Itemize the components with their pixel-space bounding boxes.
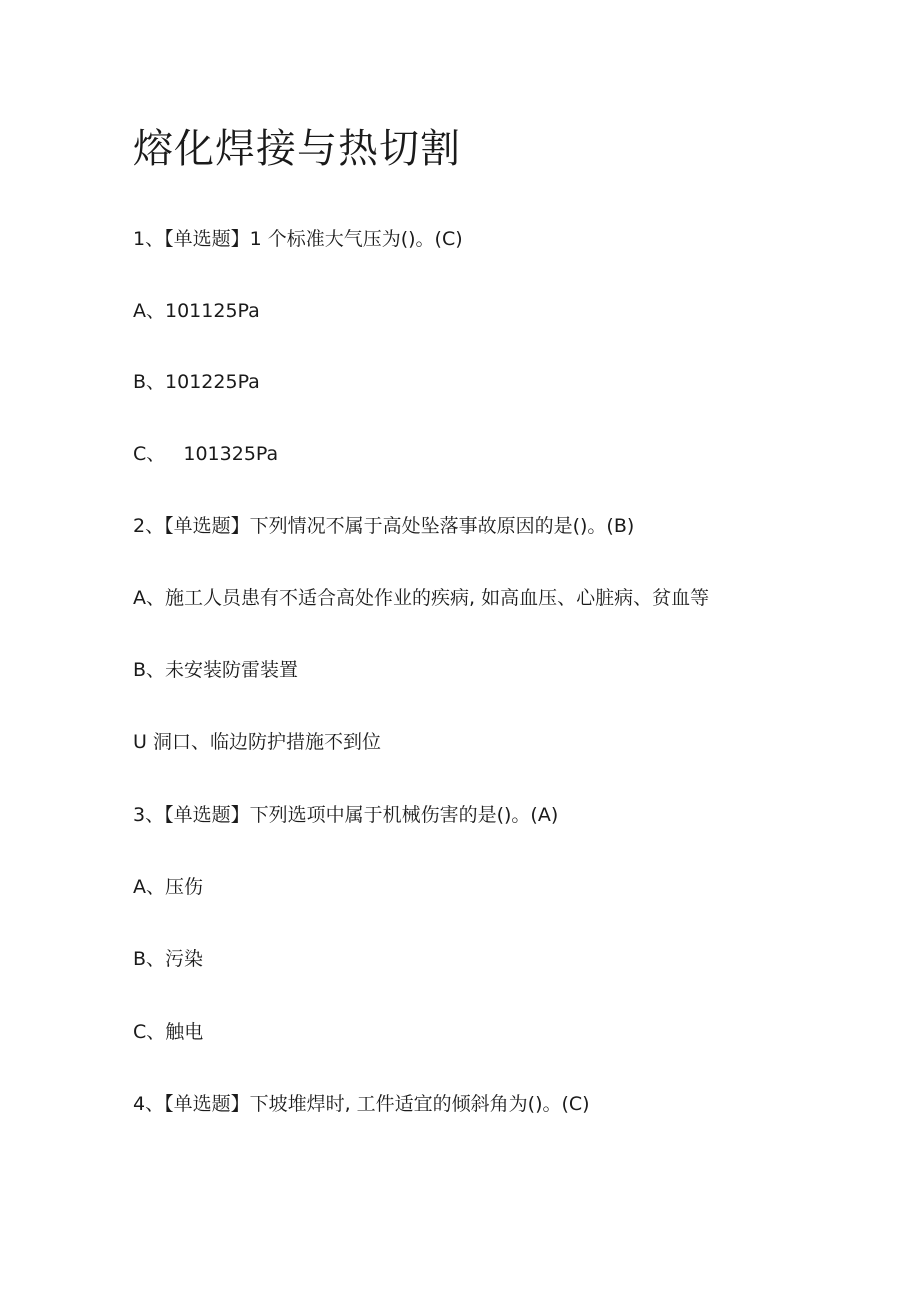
question-2-text: 2、【单选题】下列情况不属于高处坠落事故原因的是()。(B) [133,515,635,537]
question-4-text: 4、【单选题】下坡堆焊时, 工件适宜的倾斜角为()。(C) [133,1093,590,1115]
question-2-option-c: U 洞口、临边防护措施不到位 [133,731,381,753]
question-1-option-b: B、101225Pa [133,371,260,393]
question-3-option-b: B、污染 [133,948,204,970]
question-1-text: 1、【单选题】1 个标准大气压为()。(C) [133,228,463,250]
document-title: 熔化焊接与热切割 [133,126,461,172]
question-1-option-c: C、 101325Pa [133,443,279,465]
question-3-option-c: C、触电 [133,1021,204,1043]
question-3-text: 3、【单选题】下列选项中属于机械伤害的是()。(A) [133,804,559,826]
question-3-option-a: A、压伤 [133,876,203,898]
question-1-option-a: A、101125Pa [133,300,260,322]
question-2-option-a: A、施工人员患有不适合高处作业的疾病, 如高血压、心脏病、贫血等 [133,587,710,609]
question-2-option-b: B、未安装防雷装置 [133,659,299,681]
